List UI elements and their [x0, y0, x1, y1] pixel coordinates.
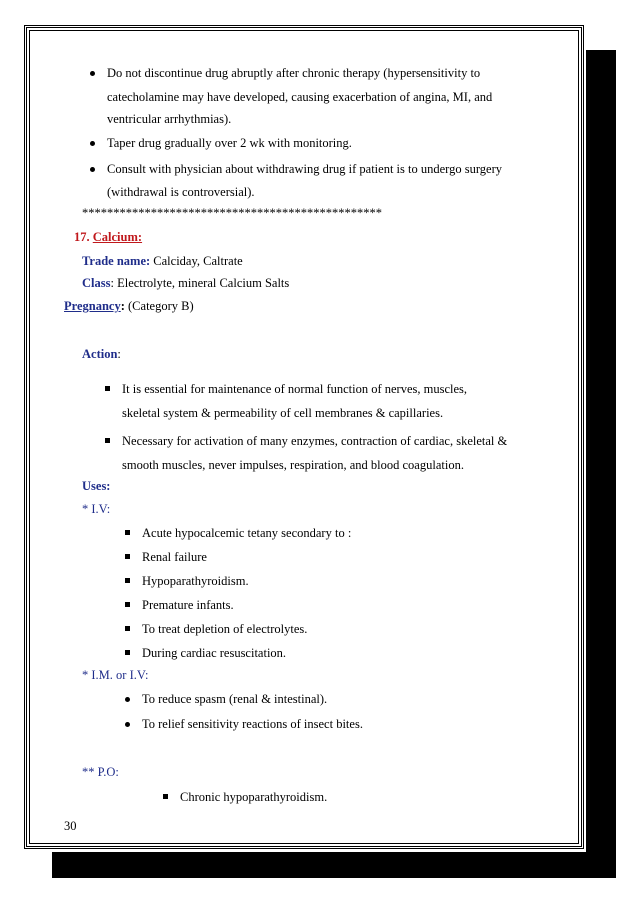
- bullet-item: Consult with physician about withdrawing drug if patient is to undergo surgery: [107, 162, 502, 176]
- iv-item: Hypoparathyroidism.: [142, 574, 249, 588]
- separator: ************************************************: [82, 206, 382, 220]
- drug-heading: [74, 229, 142, 245]
- bullet-item-continuation: catecholamine may have developed, causing exacerbation of angina, MI, and: [107, 90, 493, 104]
- action-label: Action: [82, 347, 118, 361]
- page-number: 30: [64, 819, 77, 833]
- trade-name-line: [82, 253, 243, 269]
- iv-item: Renal failure: [142, 550, 207, 564]
- drug-name: Calcium:: [92, 230, 143, 244]
- iv-label: * I.V:: [82, 502, 111, 516]
- pregnancy-label: Pregnancy: [64, 299, 121, 313]
- iv-item: Premature infants.: [142, 598, 234, 612]
- bullet-item: Taper drug gradually over 2 wk with monitoring.: [107, 136, 352, 150]
- page-shadow-bottom: [52, 852, 616, 878]
- trade-label: Trade name:: [82, 254, 151, 268]
- class-line: [82, 275, 289, 291]
- po-label: ** P.O:: [82, 765, 119, 779]
- drug-number: 17.: [74, 230, 90, 244]
- im-label: * I.M. or I.V:: [82, 668, 149, 682]
- action-colon: :: [117, 347, 121, 361]
- uses-label: Uses:: [82, 479, 111, 493]
- action-item: It is essential for maintenance of normal function of nerves, muscles,: [122, 382, 468, 396]
- im-item: To reduce spasm (renal & intestinal).: [142, 692, 328, 706]
- pregnancy-colon: :: [120, 299, 125, 313]
- iv-item: During cardiac resuscitation.: [142, 646, 287, 660]
- action-item-continuation: smooth muscles, never impulses, respiration, and blood coagulation.: [122, 458, 464, 472]
- po-item: Chronic hypoparathyroidism.: [180, 790, 328, 804]
- pregnancy-value: (Category B): [124, 299, 194, 313]
- bullet-item-continuation: (withdrawal is controversial).: [107, 185, 255, 199]
- page-shadow-right: [586, 50, 616, 878]
- iv-item: Acute hypocalcemic tetany secondary to :: [142, 526, 352, 540]
- class-value: : Electrolyte, mineral Calcium Salts: [110, 276, 290, 290]
- trade-value: Calciday, Caltrate: [150, 254, 243, 268]
- class-label: Class: [82, 276, 111, 290]
- im-item: To relief sensitivity reactions of insect bites.: [142, 717, 363, 731]
- action-item: Necessary for activation of many enzymes, contraction of cardiac, skeletal &: [122, 434, 508, 448]
- iv-item: To treat depletion of electrolytes.: [142, 622, 308, 636]
- pregnancy-line: [64, 298, 194, 314]
- action-line: [82, 346, 121, 362]
- action-item-continuation: skeletal system & permeability of cell membranes & capillaries.: [122, 406, 444, 420]
- bullet-item-continuation: ventricular arrhythmias).: [107, 112, 232, 126]
- bullet-item: Do not discontinue drug abruptly after chronic therapy (hypersensitivity to: [107, 66, 481, 80]
